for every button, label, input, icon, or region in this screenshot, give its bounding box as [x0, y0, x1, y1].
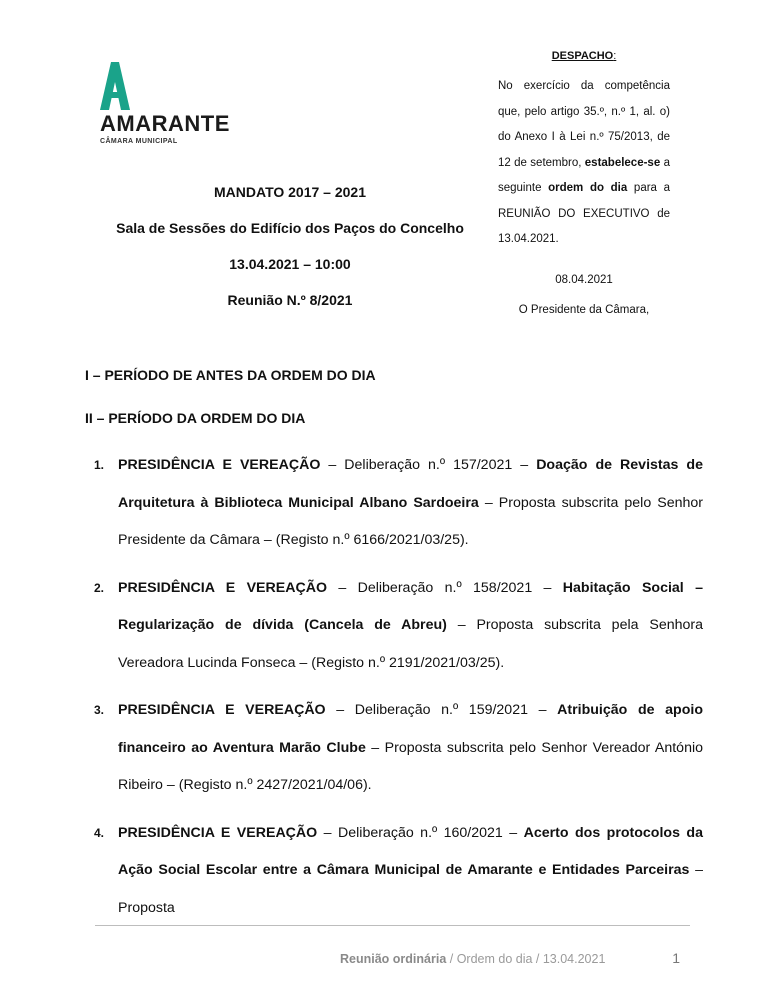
amarante-a-icon	[100, 62, 130, 110]
item-number: 2.	[94, 580, 105, 595]
agenda-items	[94, 447, 704, 937]
page-footer: Reunião ordinária / Ordem do dia / 13.04.2021 1	[340, 950, 680, 966]
agenda-item: 3. PRESIDÊNCIA E VEREAÇÃO – Deliberação n.º 159/2021 – Atribuição de apoio financeiro ao Aventura Marão Clube – Proposta subscrita pelo Senhor Vereador António Ribeiro – (Registo n.º 2427/2021/04/06).	[118, 692, 703, 805]
agenda-item: 4. PRESIDÊNCIA E VEREAÇÃO – Deliberação n.º 160/2021 – Acerto dos protocolos da Ação Social Escolar entre a Câmara Municipal de Amarante e Entidades Parceiras – Proposta	[118, 815, 703, 928]
footer-divider	[95, 925, 690, 926]
section-agenda: II – PERÍODO DA ORDEM DO DIA	[85, 410, 306, 426]
despacho-date: 08.04.2021	[555, 273, 613, 286]
agenda-item: 2. PRESIDÊNCIA E VEREAÇÃO – Deliberação n.º 158/2021 – Habitação Social – Regularização de dívida (Cancela de Abreu) – Proposta subscrita pela Senhora Vereadora Lucinda Fonseca – (Registo n.º 2191/2021/03/25).	[118, 570, 703, 683]
agenda-item: 1. PRESIDÊNCIA E VEREAÇÃO – Deliberação n.º 157/2021 – Doação de Revistas de Arquitetura à Biblioteca Municipal Albano Sardoeira – Proposta subscrita pelo Senhor Presidente da Câmara – (Registo n.º 6166/2021/03/25).	[118, 447, 703, 560]
datetime-line: 13.04.2021 – 10:00	[229, 256, 351, 272]
section-before-agenda: I – PERÍODO DE ANTES DA ORDEM DO DIA	[85, 367, 376, 383]
meeting-number-line: Reunião N.º 8/2021	[227, 292, 353, 308]
despacho-body: No exercício da competência que, pelo artigo 35.º, n.º 1, al. o) do Anexo I à Lei n.º 75/2013, de 12 de setembro, estabelece-se a seguinte ordem do dia para a REUNIÃO DO EXECUTIVO de 13.04.2021.	[498, 80, 670, 245]
item-number: 3.	[94, 703, 105, 717]
item-number: 1.	[94, 458, 105, 472]
logo-name: AMARANTE	[100, 111, 230, 136]
amarante-logo	[100, 62, 240, 145]
venue-line: Sala de Sessões do Edifício dos Paços do Concelho	[116, 220, 464, 236]
meeting-info	[100, 180, 480, 312]
logo-subtitle: CÂMARA MUNICIPAL	[100, 138, 178, 145]
mandate-line: MANDATO 2017 – 2021	[214, 184, 366, 200]
page-number: 1	[672, 950, 680, 966]
despacho-title: DESPACHO:	[551, 50, 617, 62]
despacho-block	[498, 46, 670, 319]
despacho-signatory: O Presidente da Câmara,	[518, 303, 650, 316]
item-number: 4.	[94, 825, 105, 840]
